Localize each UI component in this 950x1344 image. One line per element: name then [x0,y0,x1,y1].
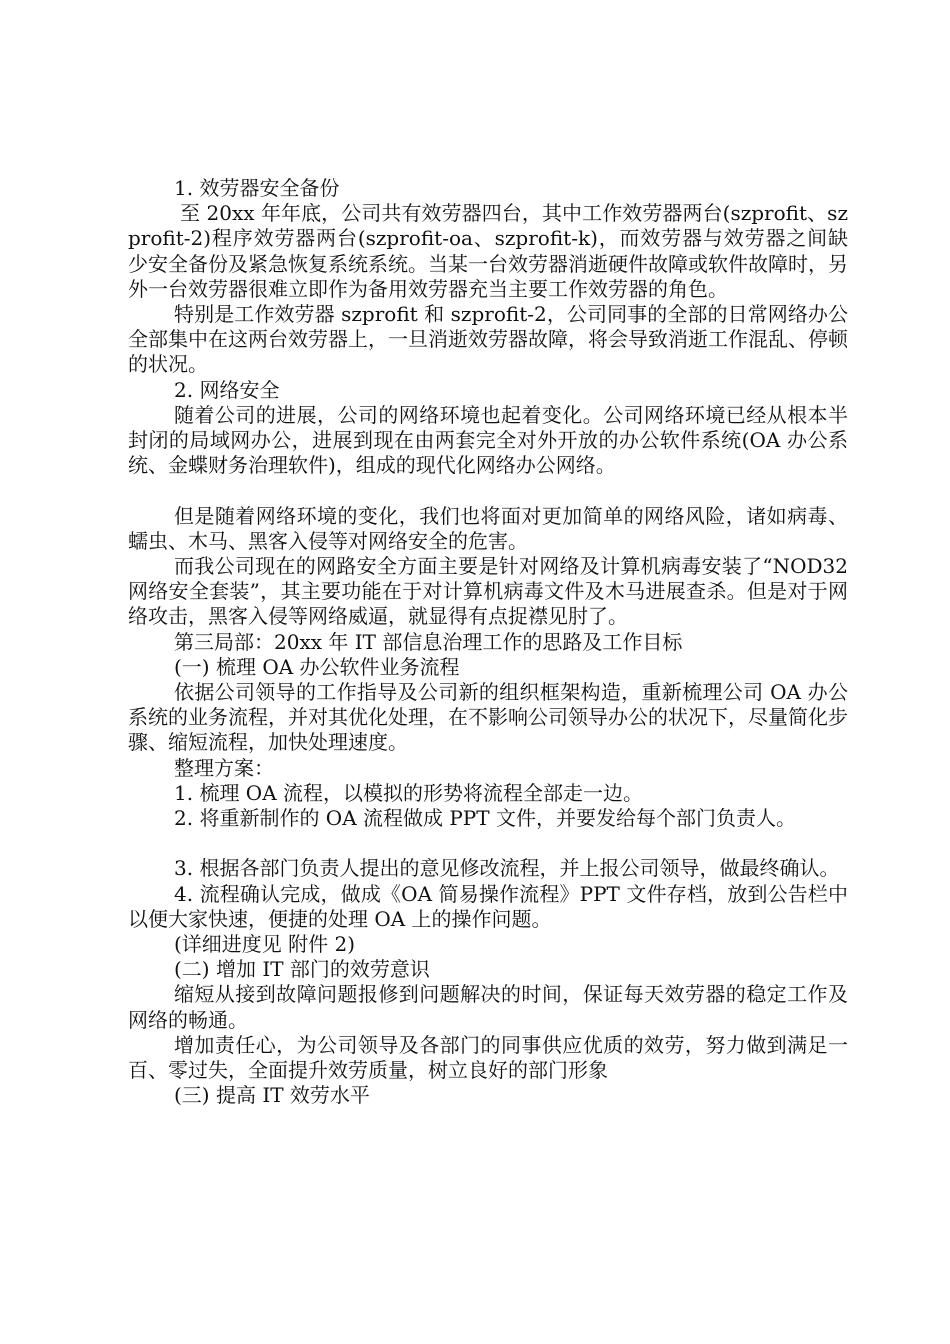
heading-network-security: 2. 网络安全 [174,377,280,402]
list-item-2: 2. 将重新制作的 OA 流程做成 PPT 文件，并要发给每个部门负责人。 [174,806,796,831]
paragraph-work-servers: 特别是工作效劳器 szprofit 和 szprofit-2，公司同事的全部的日常网络办公全部集中在这两台效劳器上，一旦消逝效劳器故障，将会导致消逝工作混乱、停顿的状况。 [128,302,848,377]
heading-plan: 整理方案： [174,755,274,780]
paragraph-network-risks: 但是随着网络环境的变化，我们也将面对更加简单的网络风险，诸如病毒、蠕虫、木马、黑客入侵等对网络安全的危害。 [128,503,848,553]
heading-section-one: (一) 梳理 OA 办公软件业务流程 [174,654,460,679]
list-item-4: 4. 流程确认完成，做成《OA 简易操作流程》PPT 文件存档，放到公告栏中以便大家快速，便捷的处理 OA 上的操作问题。 [128,881,848,931]
heading-section-two: (二) 增加 IT 部门的效劳意识 [174,957,430,982]
paragraph-antivirus: 而我公司现在的网路安全方面主要是针对网络及计算机病毒安装了“NOD32 网络安全套装”，其主要功能在于对计算机病毒文件及木马进展查杀。但是对于网络攻击，黑客入侵等网络威逼，就显得有点捉襟见肘了。 [128,554,848,629]
blank-line [128,831,848,856]
heading-server-backup: 1. 效劳器安全备份 [174,176,340,200]
list-item-1: 1. 梳理 OA 流程，以模拟的形势将流程全部走一边。 [174,780,643,805]
paragraph-oa-workflow: 依据公司领导的工作指导及公司新的组织框架构造，重新梳理公司 OA 办公系统的业务流程，并对其优化处理，在不影响公司领导办公的状况下，尽量简化步骤、缩短流程，加快处理速度。 [128,680,848,755]
paragraph-responsibility: 增加责任心，为公司领导及各部门的同事供应优质的效劳，努力做到满足一百、零过失，全面提升效劳质量，树立良好的部门形象 [128,1032,848,1083]
paragraph-network-development: 随着公司的进展，公司的网络环境也起着变化。公司网络环境已经从根本半封闭的局域网办公，进展到现在由两套完全对外开放的办公软件系统(OA 办公系统、金蝶财务治理软件)，组成的现代化网络办公网络。 [128,402,848,478]
paragraph-server-inventory: 至 20xx 年年底，公司共有效劳器四台，其中工作效劳器两台(szprofit、szprofit-2)程序效劳器两台(szprofit-oa、szprofit-k)，而效劳器与效劳器之间缺少安全备份及紧急恢复系统系统。当某一台效劳器消逝硬件故障或软件故障时，另外一台效劳器很难立即作为备用效劳器充当主要工作效劳器的角色。 [128,201,848,301]
document-body [128,176,848,1108]
paragraph-response-time: 缩短从接到故障问题报修到问题解决的时间，保证每天效劳器的稳定工作及网络的畅通。 [128,982,848,1032]
progress-note: (详细进度见 附件 2) [174,932,356,957]
blank-line [128,478,848,503]
heading-section-three: (三) 提高 IT 效劳水平 [174,1083,370,1108]
list-item-3: 3. 根据各部门负责人提出的意见修改流程，并上报公司领导，做最终确认。 [174,856,840,881]
heading-part-three: 第三局部：20xx 年 IT 部信息治理工作的思路及工作目标 [174,629,683,654]
